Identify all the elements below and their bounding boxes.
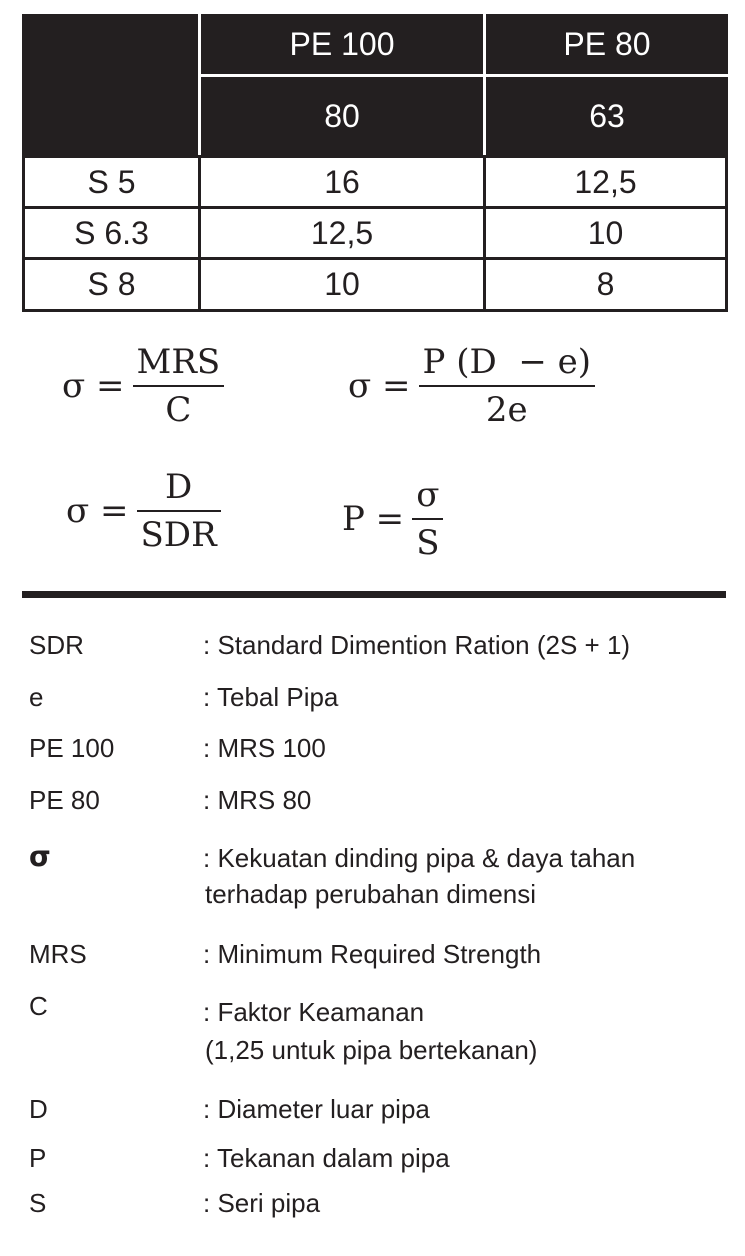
legend-term-sigma: σ: [29, 840, 51, 873]
legend-desc: : Faktor Keamanan: [203, 997, 425, 1027]
table-cell: 8: [483, 257, 728, 312]
table-cell: 10: [483, 206, 728, 260]
pe-pipe-table: [22, 14, 728, 312]
fraction: [419, 342, 596, 430]
formula-lhs: σ =: [62, 366, 125, 406]
header-pe80: PE 80: [486, 14, 728, 74]
legend-term: D: [29, 1094, 48, 1124]
table-cell: 16: [198, 155, 486, 209]
legend-term: PE 80: [29, 785, 100, 815]
row-label: S 8: [22, 257, 201, 312]
mrs-pe80: 63: [486, 77, 728, 156]
legend-term: PE 100: [29, 733, 115, 763]
formula-sigma-mrs: [62, 342, 224, 430]
legend-desc: : Kekuatan dinding pipa & daya tahan: [203, 843, 636, 873]
legend-desc: : MRS 100: [203, 733, 326, 763]
legend-desc-continued: terhadap perubahan dimensi: [205, 879, 537, 909]
numerator: D: [164, 467, 193, 507]
table-cell: 12,5: [198, 206, 486, 260]
legend-term: SDR: [29, 630, 84, 660]
table-cell: 12,5: [483, 155, 728, 209]
formula-sigma-sdr: [66, 467, 221, 555]
row-label: S 5: [22, 155, 201, 209]
table-cell: 10: [198, 257, 486, 312]
row-label: S 6.3: [22, 206, 201, 260]
denominator: C: [165, 390, 192, 430]
formula-p-sigma: [342, 475, 443, 563]
legend-desc: : MRS 80: [203, 785, 312, 815]
legend-desc: : Standard Dimention Ration (2S + 1): [203, 630, 631, 660]
legend-desc: : Diameter luar pipa: [203, 1094, 430, 1124]
formula-sigma-pressure: [348, 342, 595, 430]
numerator: P (D − e): [422, 342, 592, 382]
formula-lhs: P =: [342, 499, 405, 539]
fraction: [137, 467, 221, 555]
legend-desc: : Seri pipa: [203, 1188, 321, 1218]
legend-term: e: [29, 682, 44, 712]
fraction: [412, 475, 443, 563]
legend-desc-continued: (1,25 untuk pipa bertekanan): [205, 1035, 538, 1065]
numerator: MRS: [136, 342, 221, 382]
formula-lhs: σ =: [66, 491, 129, 531]
section-divider: [22, 591, 726, 598]
table-corner-cell: [22, 14, 198, 156]
legend-term: S: [29, 1188, 47, 1218]
mrs-pe100: 80: [201, 77, 483, 156]
denominator: S: [416, 523, 440, 563]
legend-term: P: [29, 1143, 47, 1173]
formula-lhs: σ =: [348, 366, 411, 406]
denominator: SDR: [140, 515, 217, 555]
legend-desc: : Tebal Pipa: [203, 682, 339, 712]
fraction: [133, 342, 225, 430]
legend-desc: : Minimum Required Strength: [203, 939, 542, 969]
legend-term: MRS: [29, 939, 87, 969]
legend-term: C: [29, 991, 48, 1021]
numerator: σ: [416, 475, 440, 515]
legend-desc: : Tekanan dalam pipa: [203, 1143, 450, 1173]
header-pe100: PE 100: [201, 14, 483, 74]
denominator: 2e: [485, 390, 528, 430]
